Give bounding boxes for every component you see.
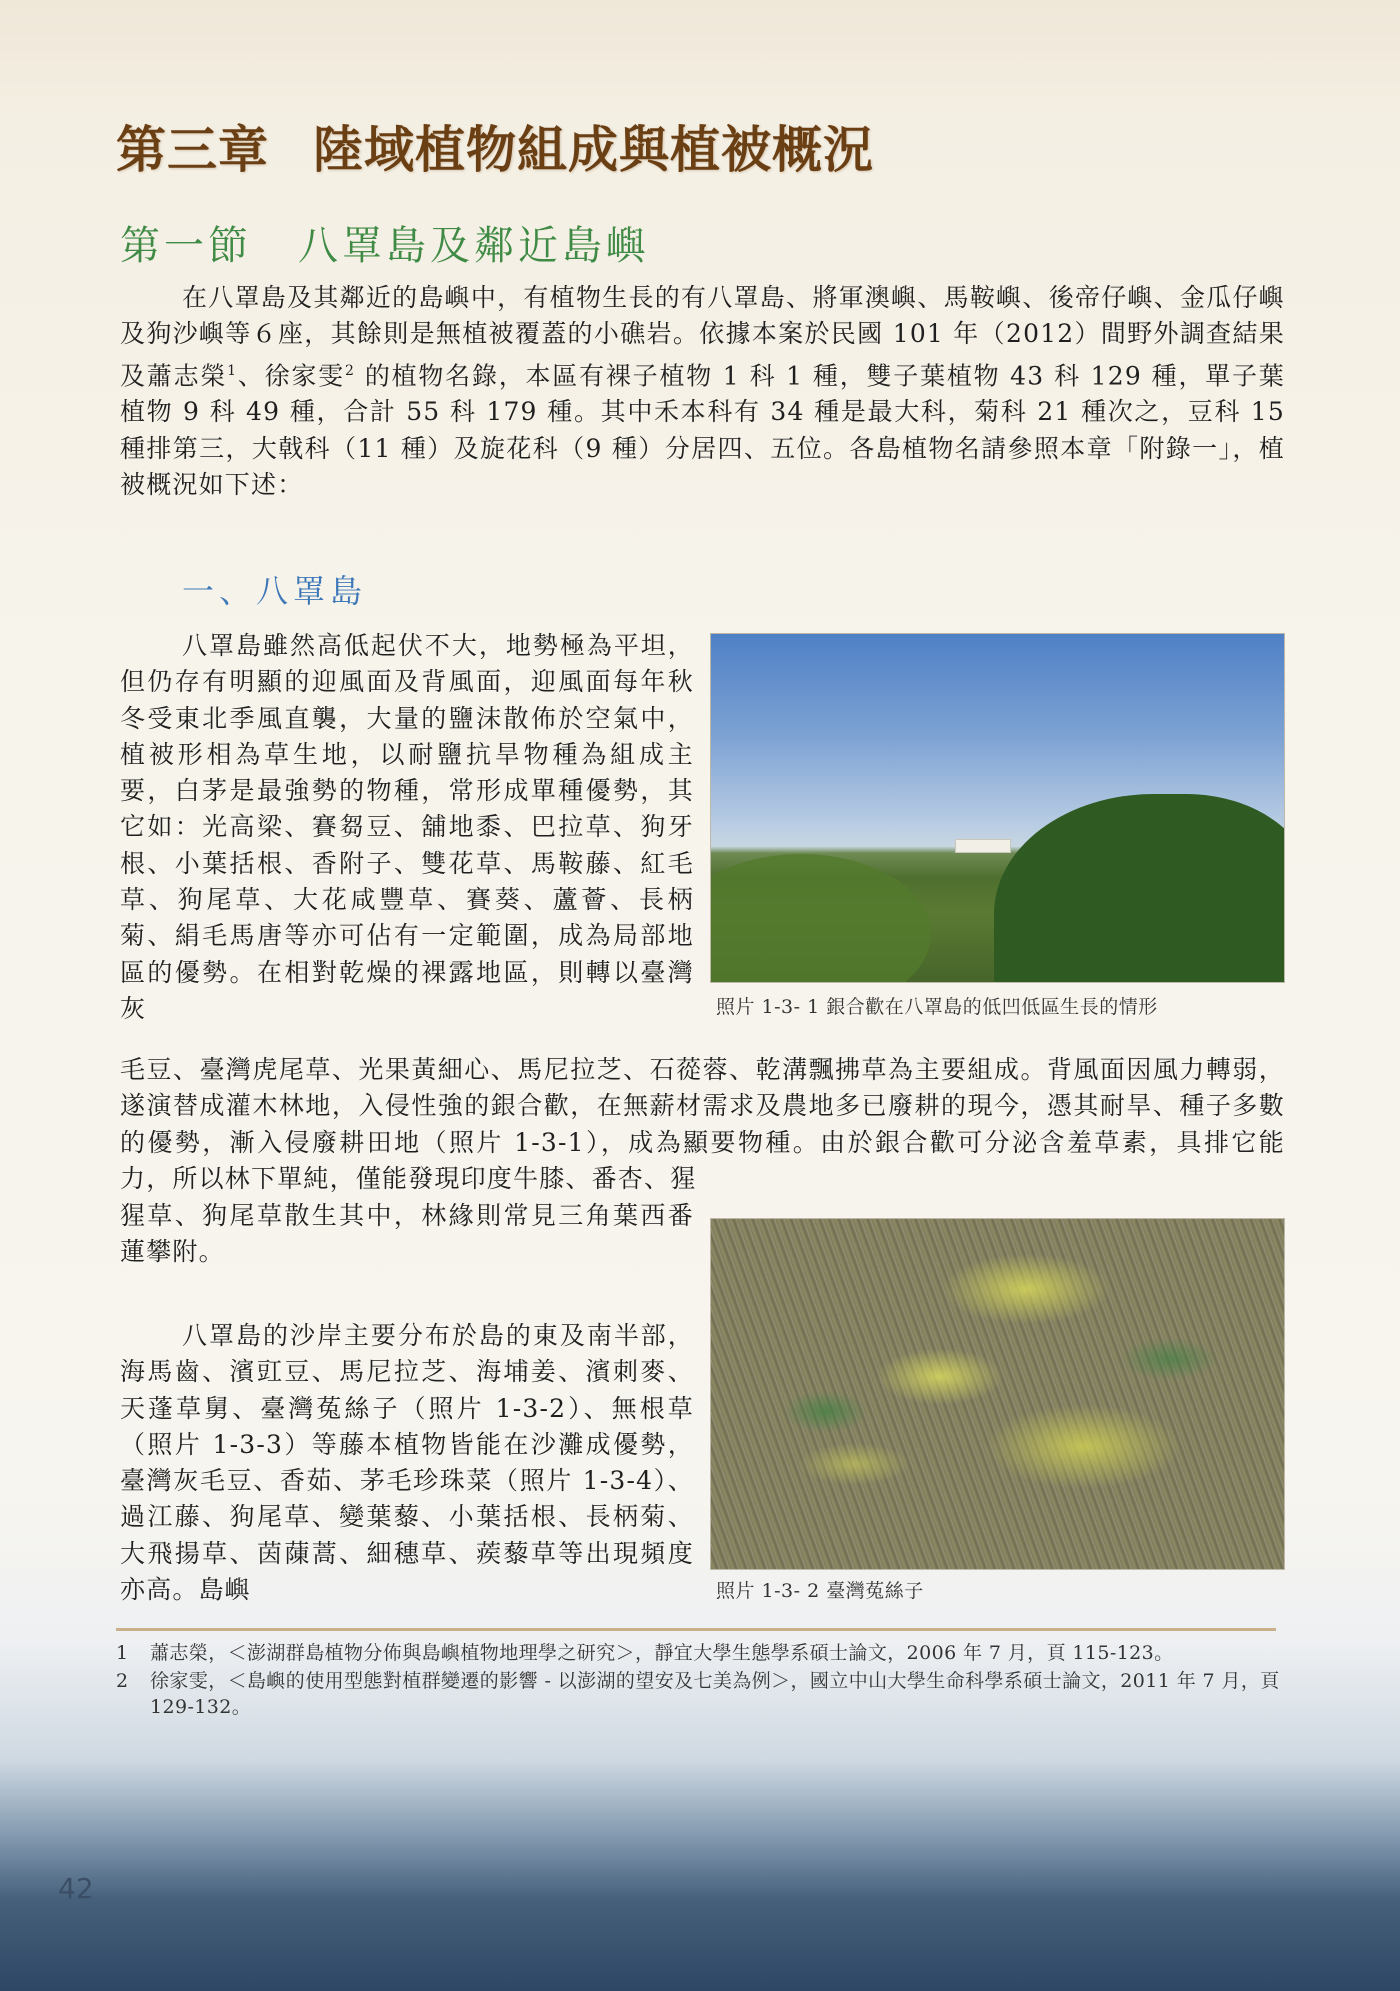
footnotes [116,1640,1286,1722]
footnote-number: 1 [116,1642,129,1664]
photo-taiwan-dodder [710,1218,1285,1570]
section-number: 第一節 [120,223,252,269]
building-in-photo [955,839,1011,853]
paragraph-1-part-c: 猩草、狗尾草散生其中，林緣則常見三角葉西番蓮攀附。 [120,1201,694,1267]
paragraph-1-part-b: 毛豆、臺灣虎尾草、光果黃細心、馬尼拉芝、石蓯蓉、乾溝飄拂草為主要組成。背風面因風力轉弱，遂演替成灌木林地，入侵性強的銀合歡，在無薪材需求及農地多已廢耕的現今，憑其耐旱、種子多數的優勢，漸入侵廢耕田地（照片 1-3-1），成為顯要物種。由於銀合歡可分泌含羞草素，具排它能力，所以林下單純，僅能發現印度牛膝、番杏、猩 [120,1055,1285,1193]
footnote-number: 2 [116,1670,129,1692]
section-title [120,214,650,271]
photo-1-caption: 照片 1-3- 1 銀合歡在八罩島的低凹低區生長的情形 [716,996,1158,1018]
intro-text-2: 、徐家雯 [237,360,345,390]
page-number: 42 [58,1872,94,1905]
chapter-number: 第三章 [116,121,269,179]
photo-2-caption: 照片 1-3- 2 臺灣菟絲子 [716,1580,924,1602]
footnote-ref-2[interactable]: 2 [344,362,356,379]
photo-leucaena-lowland [710,633,1285,983]
chapter-title [116,110,874,182]
intro-text-1: 在八罩島及其鄰近的島嶼中，有植物生長的有八罩島、將軍澳嶼、馬鞍嶼、後帝仔嶼、金瓜仔嶼及狗沙嶼等６座，其餘則是無植被覆蓋的小礁岩。依據本案於民國 101 年（2012）間野外調查結果及蕭志榮 [120,283,1285,390]
footnote-divider [116,1628,1276,1631]
paragraph-2: 八罩島的沙岸主要分布於島的東及南半部，海馬齒、濱豇豆、馬尼拉芝、海埔姜、濱刺麥、天蓬草舅、臺灣菟絲子（照片 1-3-2）、無根草（照片 1-3-3）等藤本植物皆能在沙灘成優勢，臺灣灰毛豆、香茹、茅毛珍珠菜（照片 1-3-4）、過江藤、狗尾草、變葉藜、小葉括根、長柄菊、大飛揚草、茵蔯蒿、細穗草、蒺藜草等出現頻度亦高。島嶼 [120,1321,694,1605]
footnote-text: 蕭志榮，＜澎湖群島植物分佈與島嶼植物地理學之研究＞，靜宜大學生態學系碩士論文，2006 年 7 月，頁 115-123。 [150,1642,1174,1664]
chapter-heading: 陸域植物組成與植被概況 [313,121,874,179]
intro-paragraph [120,280,1285,503]
intro-text-3: 的植物名錄，本區有裸子植物 1 科 1 種，雙子葉植物 43 科 129 種，單子葉植物 9 科 49 種，合計 55 科 179 種。其中禾本科有 34 種是最大科，菊科 21 種次之，豆科 15 種排第三，大戟科（11 種）及旋花科（9 種）分居四、五位。各島植物名請參照本章「附錄一」，植被概況如下述： [120,360,1285,499]
subsection-title: 一、八罩島 [182,572,368,610]
section-heading: 八罩島及鄰近島嶼 [298,223,650,269]
footnote-2 [116,1668,1286,1720]
paragraph-1-part-a: 八罩島雖然高低起伏不大，地勢極為平坦，但仍存有明顯的迎風面及背風面，迎風面每年秋冬受東北季風直襲，大量的鹽沫散佈於空氣中，植被形相為草生地，以耐鹽抗旱物種為組成主要，白茅是最強勢的物種，常形成單種優勢，其它如：光高梁、賽芻豆、舖地黍、巴拉草、狗牙根、小葉括根、香附子、雙花草、馬鞍藤、紅毛草、狗尾草、大花咸豐草、賽葵、蘆薈、長柄菊、絹毛馬唐等亦可佔有一定範圍，成為局部地區的優勢。在相對乾燥的裸露地區，則轉以臺灣灰 [120,631,694,1023]
footnote-ref-1[interactable]: 1 [227,362,238,379]
footnote-1 [116,1640,1286,1666]
footnote-text: 徐家雯，＜島嶼的使用型態對植群變遷的影響 - 以澎湖的望安及七美為例＞，國立中山大學生命科學系碩士論文，2011 年 7 月，頁 129-132。 [150,1670,1280,1718]
